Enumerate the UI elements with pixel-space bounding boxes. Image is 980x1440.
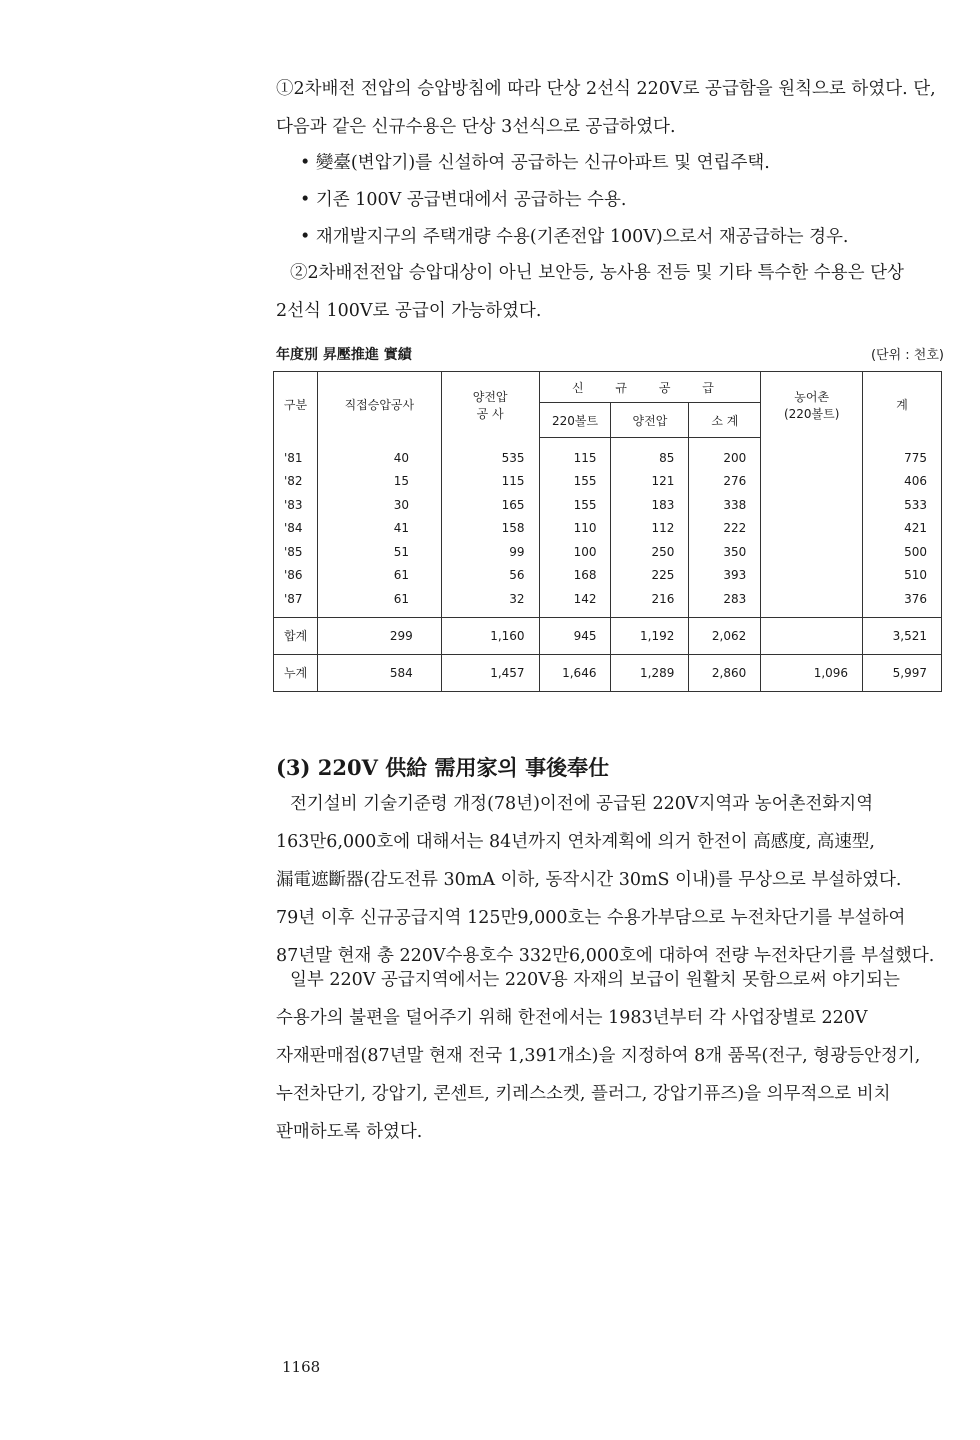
table-header-row	[274, 372, 942, 403]
table-row	[274, 493, 942, 517]
cell-direct: 30	[317, 493, 441, 517]
cell-direct: 40	[317, 438, 441, 470]
section-paragraph-2: 일부 220V 공급지역에서는 220V용 자재의 보급이 원활치 못함으로써 야기되는 수용가의 불편을 덜어주기 위해 한전에서는 1983년부터 각 사업장별로 220V 자재판매점(87년말 현재 전국 1,391개소)을 지정하여 8개 품목(전구, 형광등안정기, 누전차단기, 강압기, 콘센트, 키레스소켓, 플러그, 강압기퓨즈)을 의무적으로 비치 판매하도록 하였다.	[276, 970, 921, 1142]
header-yang-line1: 양전압	[472, 389, 508, 404]
cell-year: '81	[274, 438, 318, 470]
cell-new-yang: 121	[611, 470, 689, 494]
cell-total: 533	[863, 493, 942, 517]
cell-subtotal: 393	[689, 564, 761, 588]
table-cumulative-row	[274, 654, 942, 691]
cell-new-220: 142	[539, 587, 611, 617]
cell-subtotal: 283	[689, 587, 761, 617]
cell-farm	[761, 438, 863, 470]
cell-new-yang: 112	[611, 517, 689, 541]
table-sum-row	[274, 617, 942, 654]
table-row	[274, 470, 942, 494]
cell-subtotal: 276	[689, 470, 761, 494]
table-unit: (단위 : 천호)	[870, 348, 944, 363]
bullet-item: • 기존 100V 공급변대에서 공급하는 수용.	[300, 190, 627, 210]
cell-farm	[761, 493, 863, 517]
cell-direct: 584	[317, 654, 441, 691]
table-row	[274, 517, 942, 541]
cell-direct: 299	[317, 617, 441, 654]
cell-new-220: 155	[539, 493, 611, 517]
table-row	[274, 587, 942, 617]
header-new-yang: 양전압	[611, 403, 689, 438]
cell-yang: 535	[441, 438, 539, 470]
header-farm-line2: (220볼트)	[783, 406, 840, 421]
header-yang	[441, 372, 539, 438]
cell-direct: 41	[317, 517, 441, 541]
cell-year: '86	[274, 564, 318, 588]
cell-total: 376	[863, 587, 942, 617]
bullet-item: • 變臺(변압기)를 신설하여 공급하는 신규아파트 및 연립주택.	[300, 153, 770, 173]
cell-total: 510	[863, 564, 942, 588]
cell-yang: 115	[441, 470, 539, 494]
header-subtotal: 소 계	[689, 403, 761, 438]
header-total: 계	[863, 372, 942, 438]
bullet-item: • 재개발지구의 주택개량 수용(기존전압 100V)으로서 재공급하는 경우.	[300, 227, 849, 247]
cell-yang: 1,160	[441, 617, 539, 654]
intro-paragraph-1: ①2차배전 전압의 승압방침에 따라 단상 2선식 220V로 공급함을 원칙으로 하였다. 단, 다음과 같은 신규수용은 단상 3선식으로 공급하였다.	[276, 79, 936, 137]
cell-new-yang: 183	[611, 493, 689, 517]
cell-direct: 61	[317, 564, 441, 588]
cell-subtotal: 338	[689, 493, 761, 517]
cell-label: 합계	[274, 617, 318, 654]
cell-new-220: 115	[539, 438, 611, 470]
cell-subtotal: 350	[689, 540, 761, 564]
cell-total: 5,997	[863, 654, 942, 691]
cell-farm	[761, 517, 863, 541]
cell-yang: 56	[441, 564, 539, 588]
table-row	[274, 540, 942, 564]
cell-total: 406	[863, 470, 942, 494]
cell-farm	[761, 564, 863, 588]
cell-new-220: 945	[539, 617, 611, 654]
page-number: 1168	[282, 1358, 321, 1376]
header-gubun: 구분	[274, 372, 318, 438]
table-row	[274, 564, 942, 588]
header-farm-line1: 농어촌	[794, 389, 830, 404]
cell-subtotal: 222	[689, 517, 761, 541]
cell-direct: 15	[317, 470, 441, 494]
cell-farm	[761, 540, 863, 564]
header-farm	[761, 372, 863, 438]
cell-new-yang: 85	[611, 438, 689, 470]
cell-new-yang: 1,289	[611, 654, 689, 691]
cell-yang: 32	[441, 587, 539, 617]
cell-new-220: 100	[539, 540, 611, 564]
cell-new-220: 1,646	[539, 654, 611, 691]
header-yang-line2: 공 사	[476, 406, 504, 421]
cell-subtotal: 2,860	[689, 654, 761, 691]
cell-year: '82	[274, 470, 318, 494]
cell-subtotal: 200	[689, 438, 761, 470]
cell-new-yang: 216	[611, 587, 689, 617]
cell-subtotal: 2,062	[689, 617, 761, 654]
cell-year: '87	[274, 587, 318, 617]
cell-yang: 99	[441, 540, 539, 564]
section-heading: (3) 220V 供給 需用家의 事後奉仕	[276, 755, 610, 780]
section-paragraph-1: 전기설비 기술기준령 개정(78년)이전에 공급된 220V지역과 농어촌전화지역 163만6,000호에 대해서는 84년까지 연차계획에 의거 한전이 高感度, 高速型, 漏電遮斷器(감도전류 30mA 이하, 동작시간 30mS 이내)를 무상으로 부설하였다. 79년 이후 신규공급지역 125만9,000호는 수용가부담으로 누전차단기를 부설하여 87년말 현재 총 220V수용호수 332만6,000호에 대하여 전량 누전차단기를 부설했다.	[276, 794, 935, 966]
cell-yang: 165	[441, 493, 539, 517]
cell-new-yang: 250	[611, 540, 689, 564]
table-row	[274, 438, 942, 470]
header-new-supply: 신 규 공 급	[539, 372, 761, 403]
cell-label: 누계	[274, 654, 318, 691]
header-direct: 직접승압공사	[317, 372, 441, 438]
cell-direct: 61	[317, 587, 441, 617]
boost-results-table	[273, 371, 942, 692]
cell-new-220: 155	[539, 470, 611, 494]
cell-new-yang: 1,192	[611, 617, 689, 654]
cell-total: 500	[863, 540, 942, 564]
table-title: 年度別 昇壓推進 實績	[276, 347, 412, 363]
cell-farm	[761, 470, 863, 494]
cell-direct: 51	[317, 540, 441, 564]
cell-farm: 1,096	[761, 654, 863, 691]
intro-paragraph-2: ②2차배전전압 승압대상이 아닌 보안등, 농사용 전등 및 기타 특수한 수용은 단상 2선식 100V로 공급이 가능하였다.	[276, 263, 904, 321]
cell-yang: 158	[441, 517, 539, 541]
header-new-220: 220볼트	[539, 403, 611, 438]
table-caption	[276, 344, 944, 364]
cell-total: 421	[863, 517, 942, 541]
cell-total: 775	[863, 438, 942, 470]
cell-yang: 1,457	[441, 654, 539, 691]
cell-farm	[761, 617, 863, 654]
cell-farm	[761, 587, 863, 617]
cell-year: '84	[274, 517, 318, 541]
cell-new-yang: 225	[611, 564, 689, 588]
cell-total: 3,521	[863, 617, 942, 654]
cell-year: '83	[274, 493, 318, 517]
cell-year: '85	[274, 540, 318, 564]
cell-new-220: 110	[539, 517, 611, 541]
cell-new-220: 168	[539, 564, 611, 588]
